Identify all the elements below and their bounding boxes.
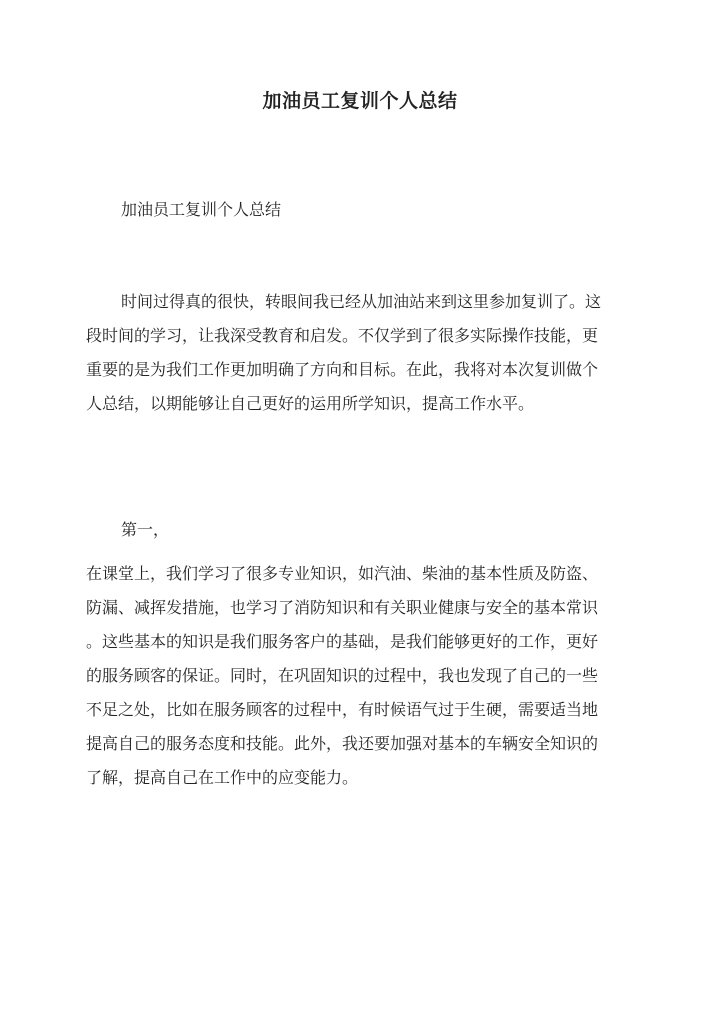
section-line: 在课堂上，我们学习了很多专业知识，如汽油、柴油的基本性质及防盗、 [86, 564, 599, 583]
section-line: 。这些基本的知识是我们服务客户的基础，是我们能够更好的工作，更好 [86, 632, 599, 651]
intro-line: 重要的是为我们工作更加明确了方向和目标。在此，我将对本次复训做个 [86, 360, 599, 379]
section-line: 的服务顾客的保证。同时，在巩固知识的过程中，我也发现了自己的一些 [86, 666, 599, 685]
section-paragraph [86, 532, 634, 795]
intro-line: 段时间的学习，让我深受教育和启发。不仅学到了很多实际操作技能，更 [86, 326, 599, 345]
section-line: 不足之处，比如在服务顾客的过程中，有时候语气过于生硬，需要适当地 [86, 700, 599, 719]
document-subtitle: 加油员工复训个人总结 [121, 200, 282, 219]
section-heading: 第一， [121, 520, 170, 539]
document-title: 加油员工复训个人总结 [262, 90, 458, 112]
section-line: 提高自己的服务态度和技能。此外，我还要加强对基本的车辆安全知识的 [86, 734, 599, 753]
intro-line: 人总结，以期能够让自己更好的运用所学知识，提高工作水平。 [86, 394, 535, 413]
section-line: 防漏、减挥发措施，也学习了消防知识和有关职业健康与安全的基本常识 [86, 598, 599, 617]
intro-line: 时间过得真的很快，转眼间我已经从加油站来到这里参加复训了。这 [121, 292, 602, 311]
section-line: 了解，提高自己在工作中的应变能力。 [86, 768, 359, 787]
intro-paragraph [86, 285, 634, 421]
